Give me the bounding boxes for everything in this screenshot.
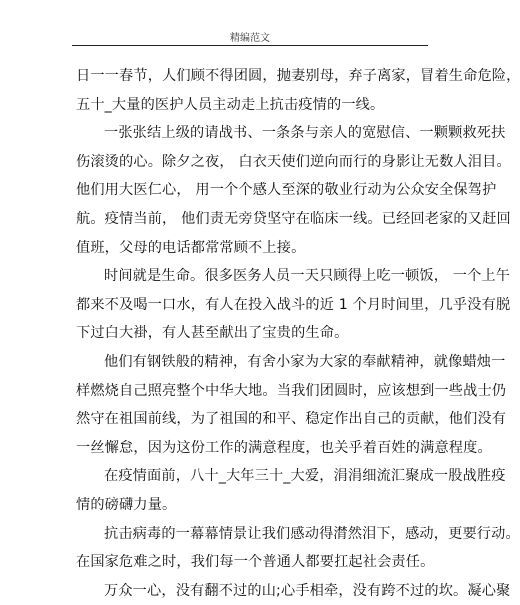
document-line: 情的磅礴力量。: [76, 496, 177, 513]
document-line: 抗击病毒的一幕幕情景让我们感动得潸然泪下，感动，更要行动。: [104, 525, 520, 542]
header-divider: [72, 45, 428, 46]
document-line: 伤滚烫的心。除夕之夜， 白衣天使们逆向而行的身影让无数人泪目。: [76, 153, 511, 170]
document-line: 样燃烧自己照亮整个中华大地。当我们团圆时，应该想到一些战士仍: [76, 382, 507, 399]
document-line: 一丝懈怠，因为这份工作的满意程度，也关乎着百姓的满意程度。: [76, 439, 492, 456]
document-line: 航。疫情当前， 他们责无旁贷坚守在临床一线。已经回老家的又赶回: [76, 210, 511, 227]
document-line: 他们有钢铁般的精神，有舍小家为大家的奉献精神，就像蜡烛一: [104, 353, 506, 370]
page-header-title: 精编范文: [230, 33, 270, 44]
document-line: 时间就是生命。很多医务人员一天只顾得上吃一顿饭， 一个上午: [104, 268, 511, 285]
document-line: 都来不及喝一口水，有人在投入战斗的近 1 个月时间里，几乎没有脱: [76, 296, 511, 313]
document-line: 五十_大量的医护人员主动走上抗击疫情的一线。: [76, 96, 385, 113]
document-line: 一张张结上级的请战书、一条条与亲人的宽慰信、一颗颗救死扶: [104, 125, 506, 142]
document-line: 他们用大医仁心， 用一个个感人至深的敬业行动为公众安全保驾护: [76, 182, 497, 199]
document-line: 在国家危难之时，我们每一个普通人都要扛起社会责任。: [76, 554, 435, 571]
document-body: [76, 62, 520, 605]
document-line: 在疫情面前，八十_大年三十_大爱，涓涓细流汇聚成一股战胜疫: [104, 468, 506, 485]
document-line: 下过白大褂，有人甚至献出了宝贵的生命。: [76, 325, 349, 342]
document-line: 值班，父母的电话都常常顾不上接。: [76, 239, 306, 256]
document-line: 然守在祖国前线，为了祖国的和平、稳定作出自己的贡献，他们没有: [76, 411, 507, 428]
document-line: 万众一心，没有翻不过的山;心手相牵，没有跨不过的坎。凝心聚: [104, 582, 511, 599]
document-line: 日一一春节，人们顾不得团圆，抛妻别母，弃子离家，冒着生命危险，: [76, 68, 520, 84]
